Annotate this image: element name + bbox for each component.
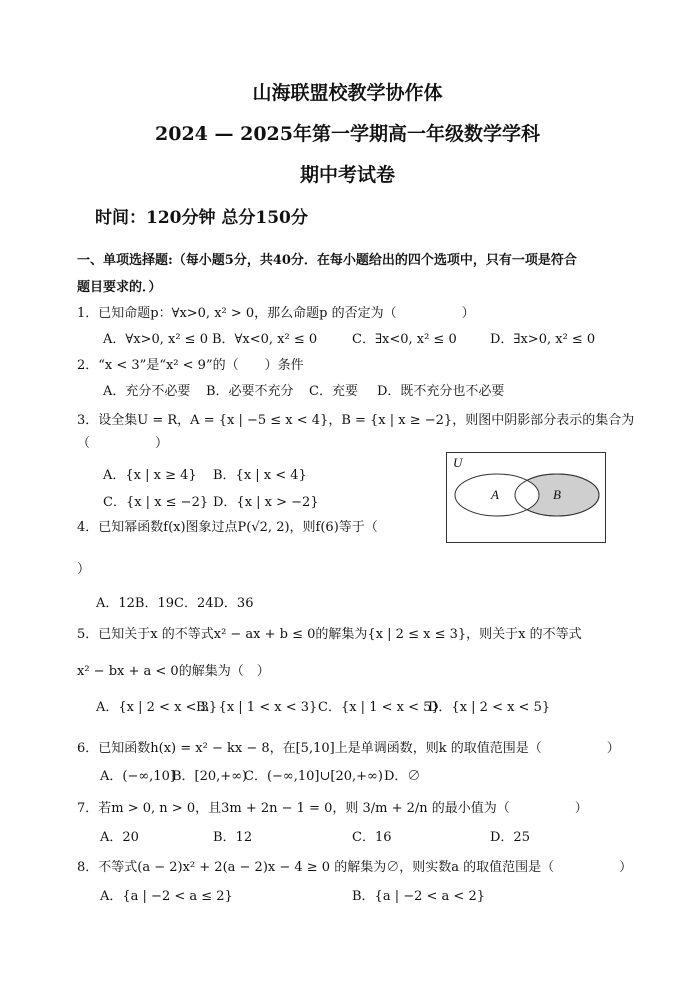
question-6-stem: 6．已知函数h(x) = x² − kx − 8，在[5,10]上是单调函数，则k 的取值范围是（ ） bbox=[77, 741, 620, 756]
question-3-option-a[interactable]: A．{x | x ≥ 4} bbox=[103, 468, 197, 483]
question-8-option-b[interactable]: B．{a | −2 < a < 2} bbox=[352, 889, 485, 904]
question-8-stem: 8．不等式(a − 2)x² + 2(a − 2)x − 4 ≥ 0 的解集为∅，则实数a 的取值范围是（ ） bbox=[77, 860, 633, 875]
exam-title: 2024 — 2025年第一学期高一年级数学学科 bbox=[155, 123, 540, 145]
question-3-option-b[interactable]: B．{x | x < 4} bbox=[213, 468, 307, 483]
venn-label-u: U bbox=[453, 455, 463, 470]
question-1-stem: 1．已知命题p：∀x>0, x² > 0，那么命题p 的否定为（ ） bbox=[77, 306, 475, 321]
question-2-option-a[interactable]: A．充分不必要 bbox=[103, 384, 191, 399]
question-2-option-b[interactable]: B．必要不充分 bbox=[206, 384, 294, 399]
question-5-option-c[interactable]: C．{x | 1 < x < 5} bbox=[318, 700, 440, 715]
question-7-option-c[interactable]: C．16 bbox=[352, 830, 392, 845]
question-4-stem-cont: ） bbox=[77, 562, 91, 577]
venn-label-b: B bbox=[553, 487, 561, 502]
question-3-option-c[interactable]: C．{x | x ≤ −2} bbox=[103, 495, 209, 510]
question-5-stem-cont: x² − bx + a < 0的解集为（ ） bbox=[77, 664, 270, 679]
venn-label-a: A bbox=[491, 487, 499, 502]
question-3-option-d[interactable]: D．{x | x > −2} bbox=[213, 495, 319, 510]
question-1-option-d[interactable]: D．∃x>0, x² ≤ 0 bbox=[490, 332, 596, 347]
question-2-stem: 2．“x < 3”是“x² < 9”的（ ）条件 bbox=[77, 358, 304, 373]
question-1-option-b[interactable]: B．∀x<0, x² ≤ 0 bbox=[212, 332, 318, 347]
question-7-option-a[interactable]: A．20 bbox=[100, 830, 139, 845]
question-7-option-d[interactable]: D．25 bbox=[490, 830, 530, 845]
exam-subtitle: 期中考试卷 bbox=[299, 164, 395, 186]
question-4-options[interactable]: A．12B．19C．24D．36 bbox=[96, 596, 254, 611]
question-4-stem: 4．已知幂函数f(x)图象过点P(√2, 2)，则f(6)等于（ bbox=[77, 520, 378, 535]
question-5-option-d[interactable]: D．{x | 2 < x < 5} bbox=[428, 700, 551, 715]
question-6-option-c[interactable]: C．(−∞,10]∪[20,+∞) bbox=[244, 769, 383, 784]
section-heading-cont: 题目要求的．） bbox=[77, 280, 162, 295]
question-3-stem-cont: （ ） bbox=[77, 436, 169, 451]
question-6-option-d[interactable]: D．∅ bbox=[384, 769, 421, 784]
section-heading: 一、单项选择题:（每小题5分，共40分．在每小题给出的四个选项中，只有一项是符合 bbox=[77, 253, 577, 268]
question-7-option-b[interactable]: B．12 bbox=[213, 830, 253, 845]
question-6-option-a[interactable]: A．(−∞,10] bbox=[100, 769, 175, 784]
question-7-stem: 7．若m > 0, n > 0，且3m + 2n − 1 = 0，则 3/m + 2/n 的最小值为（ ） bbox=[77, 801, 588, 816]
question-1-option-c[interactable]: C．∃x<0, x² ≤ 0 bbox=[352, 332, 457, 347]
question-2-option-d[interactable]: D．既不充分也不必要 bbox=[377, 384, 505, 399]
question-6-option-b[interactable]: B．[20,+∞) bbox=[172, 769, 248, 784]
question-5-stem: 5．已知关于x 的不等式x² − ax + b ≤ 0的解集为{x | 2 ≤ x ≤ 3}，则关于x 的不等式 bbox=[77, 627, 582, 642]
school-title: 山海联盟校教学协作体 bbox=[252, 82, 443, 104]
question-5-option-a[interactable]: A．{x | 2 < x < 3} bbox=[96, 700, 218, 715]
question-8-option-a[interactable]: A．{a | −2 < a ≤ 2} bbox=[100, 889, 233, 904]
question-3-stem: 3．设全集U = R，A = {x | −5 ≤ x < 4}，B = {x | x ≥ −2}，则图中阴影部分表示的集合为 bbox=[77, 413, 635, 428]
venn-diagram-graphic bbox=[447, 453, 605, 542]
time-info: 时间：120分钟 总分150分 bbox=[95, 208, 308, 228]
question-1-option-a[interactable]: A．∀x>0, x² ≤ 0 bbox=[103, 332, 208, 347]
venn-diagram bbox=[446, 452, 606, 543]
question-5-option-b[interactable]: B．{x | 1 < x < 3} bbox=[196, 700, 318, 715]
question-2-option-c[interactable]: C．充要 bbox=[309, 384, 358, 399]
